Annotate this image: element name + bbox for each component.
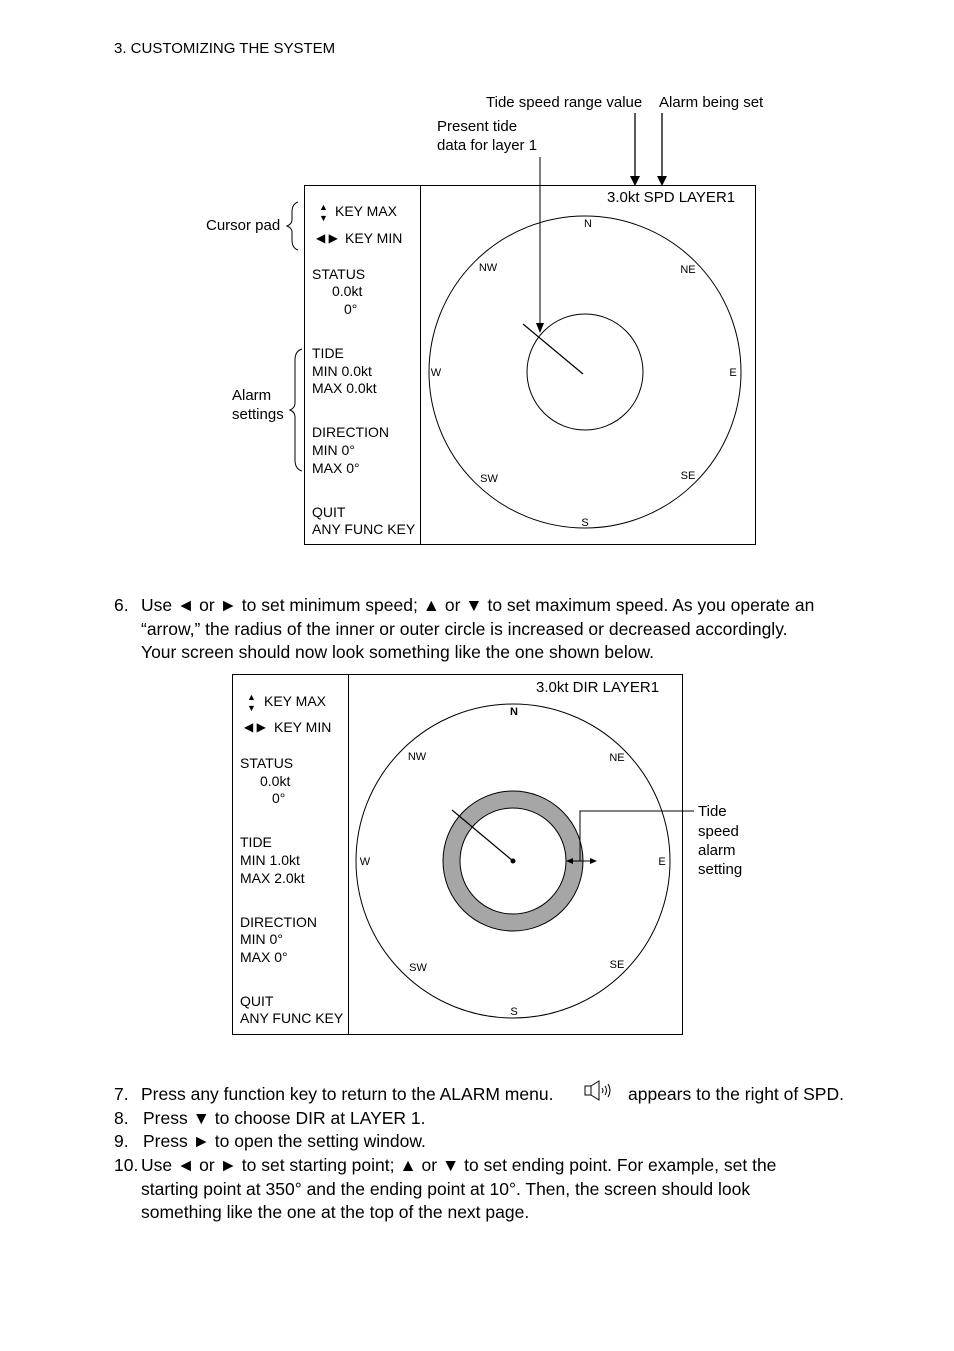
compass-nw: NW — [478, 262, 498, 274]
step-10-number: 10. — [114, 1155, 139, 1175]
tide-min-2: MIN 1.0kt — [240, 852, 300, 868]
any-func-key-label: ANY FUNC KEY — [312, 521, 416, 537]
any-func-key-label-2: ANY FUNC KEY — [240, 1010, 344, 1026]
direction-max-2: MAX 0° — [240, 949, 288, 965]
step-6-line-2: “arrow,” the radius of the inner or outer circle is increased or decreased accordingly. — [141, 618, 788, 639]
compass-sw-2: SW — [409, 962, 427, 974]
speaker-icon — [584, 1080, 622, 1109]
callout-alarm-settings-2: settings — [232, 406, 284, 423]
callout-tide-1: Tide — [698, 803, 727, 820]
callout-tide-3: alarm — [698, 842, 736, 859]
callout-present-tide-2: data for layer 1 — [437, 137, 538, 154]
center-dot — [511, 859, 516, 864]
status-speed: 0.0kt — [332, 283, 363, 299]
compass-e-2: E — [658, 856, 666, 868]
tide-min: MIN 0.0kt — [312, 363, 372, 379]
key-min-label-2: KEY MIN — [274, 719, 332, 735]
callout-alarm-settings-1: Alarm — [232, 387, 272, 404]
step-7-text-after: appears to the right of SPD. — [628, 1084, 844, 1104]
direction-min: MIN 0° — [312, 442, 355, 458]
compass-nw-2: NW — [407, 751, 427, 763]
section-header: 3. CUSTOMIZING THE SYSTEM — [114, 40, 336, 57]
compass-sw: SW — [480, 473, 498, 485]
compass-e: E — [729, 367, 737, 379]
key-min-label: KEY MIN — [345, 230, 403, 246]
step-10 — [114, 1154, 914, 1226]
status-label: STATUS — [312, 266, 366, 282]
step-9-text: Press ► to open the setting window. — [143, 1131, 426, 1151]
tide-label: TIDE — [312, 345, 344, 361]
step-6-line-1: Use ◄ or ► to set minimum speed; ▲ or ▼ to set maximum speed. As you operate an — [141, 595, 815, 615]
band-callout-line — [580, 811, 694, 861]
step-6-line-3: Your screen should now look something like the one shown below. — [141, 642, 655, 662]
direction-min-2: MIN 0° — [240, 931, 283, 947]
status-direction: 0° — [344, 301, 358, 317]
direction-max: MAX 0° — [312, 460, 360, 476]
compass-n-2: N — [510, 706, 518, 718]
tide-max: MAX 0.0kt — [312, 380, 377, 396]
callout-present-tide-1: Present tide — [437, 118, 518, 135]
callout-alarm-being-set: Alarm being set — [659, 94, 764, 111]
status-speed-2: 0.0kt — [260, 773, 291, 789]
step-9 — [114, 1130, 914, 1154]
quit-label: QUIT — [312, 504, 346, 520]
compass-se-2: SE — [609, 959, 625, 971]
step-10-line-1: Use ◄ or ► to set starting point; ▲ or ▼ to set ending point. For example, set the — [141, 1155, 777, 1175]
compass-ne-2: NE — [609, 752, 625, 764]
step-7 — [114, 1083, 914, 1107]
status-direction-2: 0° — [272, 790, 286, 806]
band-arrowhead-right — [590, 858, 597, 864]
callout-range-value: Tide speed range value — [486, 94, 643, 111]
key-max-label-2: KEY MAX — [264, 693, 326, 709]
cursor-leftright-icon-2: ◀ ▶ — [244, 720, 266, 734]
tide-label-2: TIDE — [240, 834, 272, 850]
step-9-number: 9. — [114, 1131, 129, 1151]
callout-cursor-pad: Cursor pad — [206, 217, 281, 234]
step-8-number: 8. — [114, 1108, 129, 1128]
step-8 — [114, 1107, 914, 1131]
compass-se: SE — [680, 470, 696, 482]
step-6-number: 6. — [114, 595, 129, 615]
callout-tide-2: speed — [698, 823, 739, 840]
step-10-line-3: something like the one at the top of the next page. — [141, 1202, 530, 1222]
step-7-text-before: Press any function key to return to the ALARM menu. — [141, 1084, 554, 1104]
screen-title-2: 3.0kt DIR LAYER1 — [536, 679, 660, 696]
cursor-leftright-icon: ◀ ▶ — [316, 231, 338, 245]
compass-ne: NE — [680, 264, 696, 276]
compass-w-2: W — [359, 856, 371, 868]
quit-label-2: QUIT — [240, 993, 274, 1009]
step-10-line-2: starting point at 350° and the ending point at 10°. Then, the screen should look — [141, 1178, 751, 1199]
screen-title: 3.0kt SPD LAYER1 — [607, 189, 736, 206]
compass-n: N — [584, 218, 592, 230]
status-label-2: STATUS — [240, 755, 294, 771]
callout-tide-4: setting — [698, 861, 743, 878]
compass-s: S — [581, 517, 589, 529]
direction-label-2: DIRECTION — [240, 914, 317, 930]
compass-s-2: S — [510, 1006, 518, 1018]
compass-w: W — [430, 367, 442, 379]
step-7-number: 7. — [114, 1084, 129, 1104]
step-8-text: Press ▼ to choose DIR at LAYER 1. — [143, 1108, 426, 1128]
key-max-label: KEY MAX — [335, 203, 397, 219]
tide-max-2: MAX 2.0kt — [240, 870, 305, 886]
direction-label: DIRECTION — [312, 424, 389, 440]
